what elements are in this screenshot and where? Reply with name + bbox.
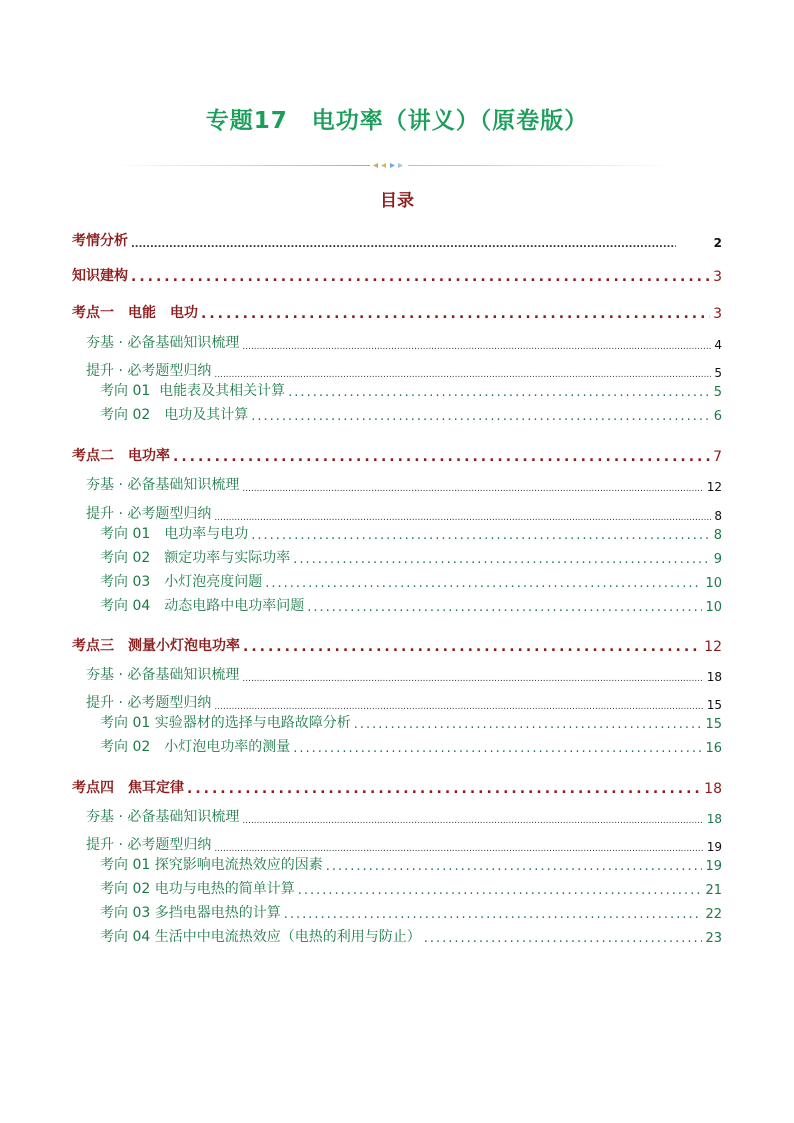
toc-entry-page: 21 (705, 883, 722, 898)
toc-entry-kaoqing[interactable] (72, 230, 722, 250)
toc-entry-label: 考向 01 电功率与电功 (100, 526, 249, 542)
toc-entry-page: 18 (706, 812, 722, 826)
toc-leader (173, 449, 710, 465)
toc-entry-label: 考点二 电功率 (72, 448, 170, 464)
toc-leader (187, 781, 701, 797)
toc-entry-page: 22 (705, 907, 722, 922)
toc-leader (265, 576, 702, 591)
toc-entry-label: 考向 02 小灯泡电功率的测量 (100, 739, 291, 755)
toc-entry-hangji-3[interactable] (86, 664, 722, 684)
toc-entry-tisheng-1[interactable] (86, 360, 722, 380)
toc-leader (242, 674, 703, 684)
toc-entry-kaodian-1[interactable] (72, 302, 722, 322)
toc-entry-page: 5 (714, 366, 722, 380)
toc-entry-page: 4 (714, 338, 722, 352)
toc-entry-page: 8 (714, 509, 722, 523)
toc-entry-page: 5 (713, 385, 722, 400)
toc-entry-label: 提升 · 必考题型归纳 (86, 837, 212, 853)
toc-entry-page: 16 (705, 741, 722, 756)
toc-entry-label: 考向 01 电能表及其相关计算 (100, 383, 286, 399)
toc-entry-tisheng-2[interactable] (86, 503, 722, 523)
toc-leader (284, 907, 703, 922)
toc-leader (214, 370, 711, 380)
toc-entry-label: 知识建构 (72, 268, 128, 284)
toc-entry-label: 考情分析 (72, 233, 128, 249)
toc-leader (242, 484, 703, 494)
toc-entry-label: 考向 02 电功及其计算 (100, 407, 249, 423)
toc-entry-label: 夯基 · 必备基础知识梳理 (86, 667, 240, 683)
toc-entry-page: 7 (713, 449, 722, 465)
toc-entry-label: 夯基 · 必备基础知识梳理 (86, 809, 240, 825)
toc-entry-page: 19 (706, 840, 722, 854)
toc-entry-page: 12 (706, 480, 722, 494)
toc-entry-kaodian-3[interactable] (72, 635, 722, 655)
toc-entry-kaoxiang-4-1[interactable] (100, 854, 722, 874)
toc-entry-page: 18 (704, 781, 722, 797)
toc-leader (201, 306, 710, 322)
toc-heading: 目录 (380, 191, 414, 211)
toc-entry-page: 15 (705, 717, 722, 732)
toc-leader (298, 883, 703, 898)
toc-entry-hangji-2[interactable] (86, 474, 722, 494)
toc-leader (214, 513, 711, 523)
toc-entry-kaoxiang-2-4[interactable] (100, 595, 722, 615)
toc-entry-label: 考向 02 电功与电热的简单计算 (100, 881, 295, 897)
toc-entry-kaoxiang-3-2[interactable] (100, 736, 722, 756)
toc-entry-kaoxiang-1-2[interactable] (100, 404, 722, 424)
toc-entry-page: 2 (713, 236, 722, 250)
toc-leader (214, 702, 703, 712)
toc-entry-page: 9 (713, 552, 722, 567)
ornament-icon (373, 161, 405, 170)
toc-entry-label: 考向 01 实验器材的选择与电路故障分析 (100, 715, 351, 731)
toc-entry-label: 提升 · 必考题型归纳 (86, 363, 212, 379)
toc-entry-tisheng-4[interactable] (86, 834, 722, 854)
toc-entry-kaoxiang-4-2[interactable] (100, 878, 722, 898)
toc-leader (242, 342, 711, 352)
toc-entry-tisheng-3[interactable] (86, 692, 722, 712)
toc-entry-hangji-1[interactable] (86, 332, 722, 352)
toc-leader (251, 528, 710, 543)
toc-entry-page: 8 (713, 528, 722, 543)
toc-entry-kaoxiang-1-1[interactable] (100, 380, 722, 400)
toc-entry-page: 3 (713, 269, 722, 285)
toc-leader (288, 385, 711, 400)
toc-entry-label: 考向 04 生活中中电流热效应（电热的利用与防止） (100, 929, 421, 945)
toc-entry-kaodian-2[interactable] (72, 445, 722, 465)
toc-entry-page: 19 (705, 859, 722, 874)
toc-entry-page: 23 (705, 931, 722, 946)
toc-leader (424, 931, 703, 946)
toc-entry-kaoxiang-2-2[interactable] (100, 547, 722, 567)
toc-entry-label: 夯基 · 必备基础知识梳理 (86, 477, 240, 493)
toc-entry-zhishi[interactable] (72, 265, 722, 285)
toc-leader (242, 816, 703, 826)
toc-entry-label: 提升 · 必考题型归纳 (86, 695, 212, 711)
toc-leader (293, 552, 710, 567)
toc-entry-label: 考向 03 多挡电器电热的计算 (100, 905, 281, 921)
toc-entry-page: 3 (713, 306, 722, 322)
toc-entry-kaoxiang-4-4[interactable] (100, 926, 722, 946)
toc-entry-hangji-4[interactable] (86, 806, 722, 826)
toc-entry-page: 10 (705, 576, 722, 591)
toc-entry-label: 考点一 电能 电功 (72, 305, 198, 321)
toc-entry-kaoxiang-2-1[interactable] (100, 523, 722, 543)
toc-entry-page: 15 (706, 698, 722, 712)
toc-leader (214, 844, 703, 854)
divider-right (408, 165, 676, 166)
toc-entry-label: 考点四 焦耳定律 (72, 780, 184, 796)
toc-entry-kaodian-4[interactable] (72, 777, 722, 797)
divider-left (115, 165, 370, 166)
toc-leader (307, 600, 702, 615)
toc-leader (354, 717, 703, 732)
toc-entry-kaoxiang-2-3[interactable] (100, 571, 722, 591)
toc-leader (251, 409, 710, 424)
toc-entry-page: 12 (704, 639, 722, 655)
toc-entry-label: 考向 03 小灯泡亮度问题 (100, 574, 263, 590)
toc-leader (243, 639, 701, 655)
toc-entry-kaoxiang-3-1[interactable] (100, 712, 722, 732)
toc-entry-page: 6 (713, 409, 722, 424)
toc-leader (131, 269, 710, 285)
toc-entry-label: 夯基 · 必备基础知识梳理 (86, 335, 240, 351)
toc-entry-page: 10 (705, 600, 722, 615)
toc-entry-label: 提升 · 必考题型归纳 (86, 506, 212, 522)
toc-entry-label: 考向 01 探究影响电流热效应的因素 (100, 857, 323, 873)
toc-entry-kaoxiang-4-3[interactable] (100, 902, 722, 922)
toc-leader (326, 859, 703, 874)
toc-entry-label: 考点三 测量小灯泡电功率 (72, 638, 240, 654)
toc-leader (131, 239, 676, 250)
toc-leader (293, 741, 702, 756)
page-title: 专题17 电功率（讲义）（原卷版） (205, 108, 589, 134)
toc-entry-label: 考向 02 额定功率与实际功率 (100, 550, 291, 566)
toc-entry-page: 18 (706, 670, 722, 684)
toc-entry-label: 考向 04 动态电路中电功率问题 (100, 598, 305, 614)
